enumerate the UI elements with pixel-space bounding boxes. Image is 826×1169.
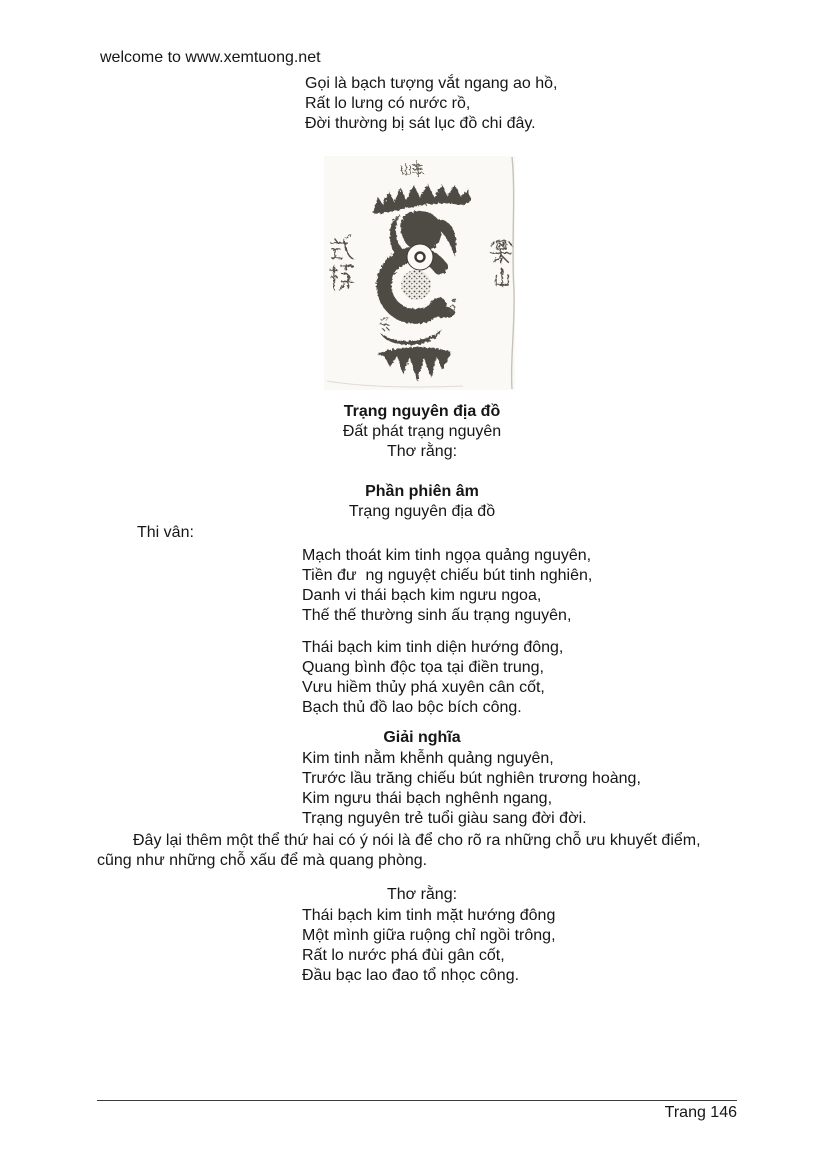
phonetic-stanza-1 <box>302 546 592 626</box>
seal-speckled-core <box>401 270 431 300</box>
phonetic-subtitle: Trạng nguyên địa đồ <box>348 503 496 520</box>
phonetic-lead: Thi vân: <box>137 524 194 541</box>
phonetic-title-block <box>97 482 747 522</box>
intro-poem <box>305 74 557 134</box>
section-subtitle: Đất phát trạng nguyên <box>342 423 502 440</box>
section-title: Trạng nguyên địa đồ <box>343 403 501 420</box>
phonetic-title: Phần phiên âm <box>365 483 479 500</box>
poem-line: Đời thường bị sát lục đồ chi đây. <box>305 115 536 132</box>
poem-line: Một mình giữa ruộng chỉ ngồi trông, <box>302 927 556 944</box>
phonetic-stanza-2 <box>302 638 563 718</box>
poem-line: Rất lo nước phá đùi gân cốt, <box>302 947 505 964</box>
site-header-text: welcome to www.xemtuong.net <box>100 49 321 66</box>
poem-line: Đầu bạc lao đao tổ nhọc công. <box>302 967 520 984</box>
closing-poem-stanza <box>302 906 556 986</box>
poem-line: Kim tinh nằm khễnh quảng nguyên, <box>302 750 554 767</box>
seal-illustration <box>323 155 519 391</box>
section-title-block <box>97 402 747 462</box>
seal-eye-center <box>416 253 425 262</box>
poem-line: Tiền đư ng nguyệt chiếu bút tinh nghiên, <box>302 567 593 584</box>
poem-line: Thái bạch kim tinh mặt hướng đông <box>302 907 556 924</box>
page-number-label: Trang 146 <box>664 1104 737 1121</box>
meaning-title: Giải nghĩa <box>383 729 461 746</box>
poem-line: Mạch thoát kim tinh ngọa quảng nguyên, <box>302 547 592 564</box>
paragraph-line: cũng như những chỗ xấu để mà quang phòng. <box>97 852 428 869</box>
footer-divider <box>97 1100 737 1101</box>
poem-line: Rất lo lưng có nước rồ, <box>305 95 471 112</box>
section-lead: Thơ rằng: <box>386 443 458 460</box>
poem-line: Gọi là bạch tượng vắt ngang ao hồ, <box>305 75 558 92</box>
paragraph-line: Đây lại thêm một thể thứ hai có ý nói là để cho rõ ra những chỗ ưu khuyết điểm, <box>133 832 701 849</box>
poem-line: Thái bạch kim tinh diện hướng đông, <box>302 639 564 656</box>
poem-line: Bạch thủ đồ lao bộc bích công. <box>302 699 522 716</box>
poem-line: Trạng nguyên trẻ tuổi giàu sang đời đời. <box>302 810 587 827</box>
seal-illustration-svg <box>323 155 519 391</box>
poem-line: Vưu hiềm thủy phá xuyên cân cốt, <box>302 679 545 696</box>
meaning-paragraph <box>97 831 747 871</box>
meaning-stanza <box>302 749 641 829</box>
poem-line: Quang bình độc tọa tại điền trung, <box>302 659 544 676</box>
poem-line: Thế thế thường sinh ấu trạng nguyên, <box>302 607 572 624</box>
poem-line: Kim ngưu thái bạch nghênh ngang, <box>302 790 553 807</box>
poem-line: Danh vi thái bạch kim ngưu ngoa, <box>302 587 542 604</box>
poem-line: Trước lầu trăng chiếu bút nghiên trương hoàng, <box>302 770 641 787</box>
closing-poem-lead: Thơ rằng: <box>386 886 458 903</box>
